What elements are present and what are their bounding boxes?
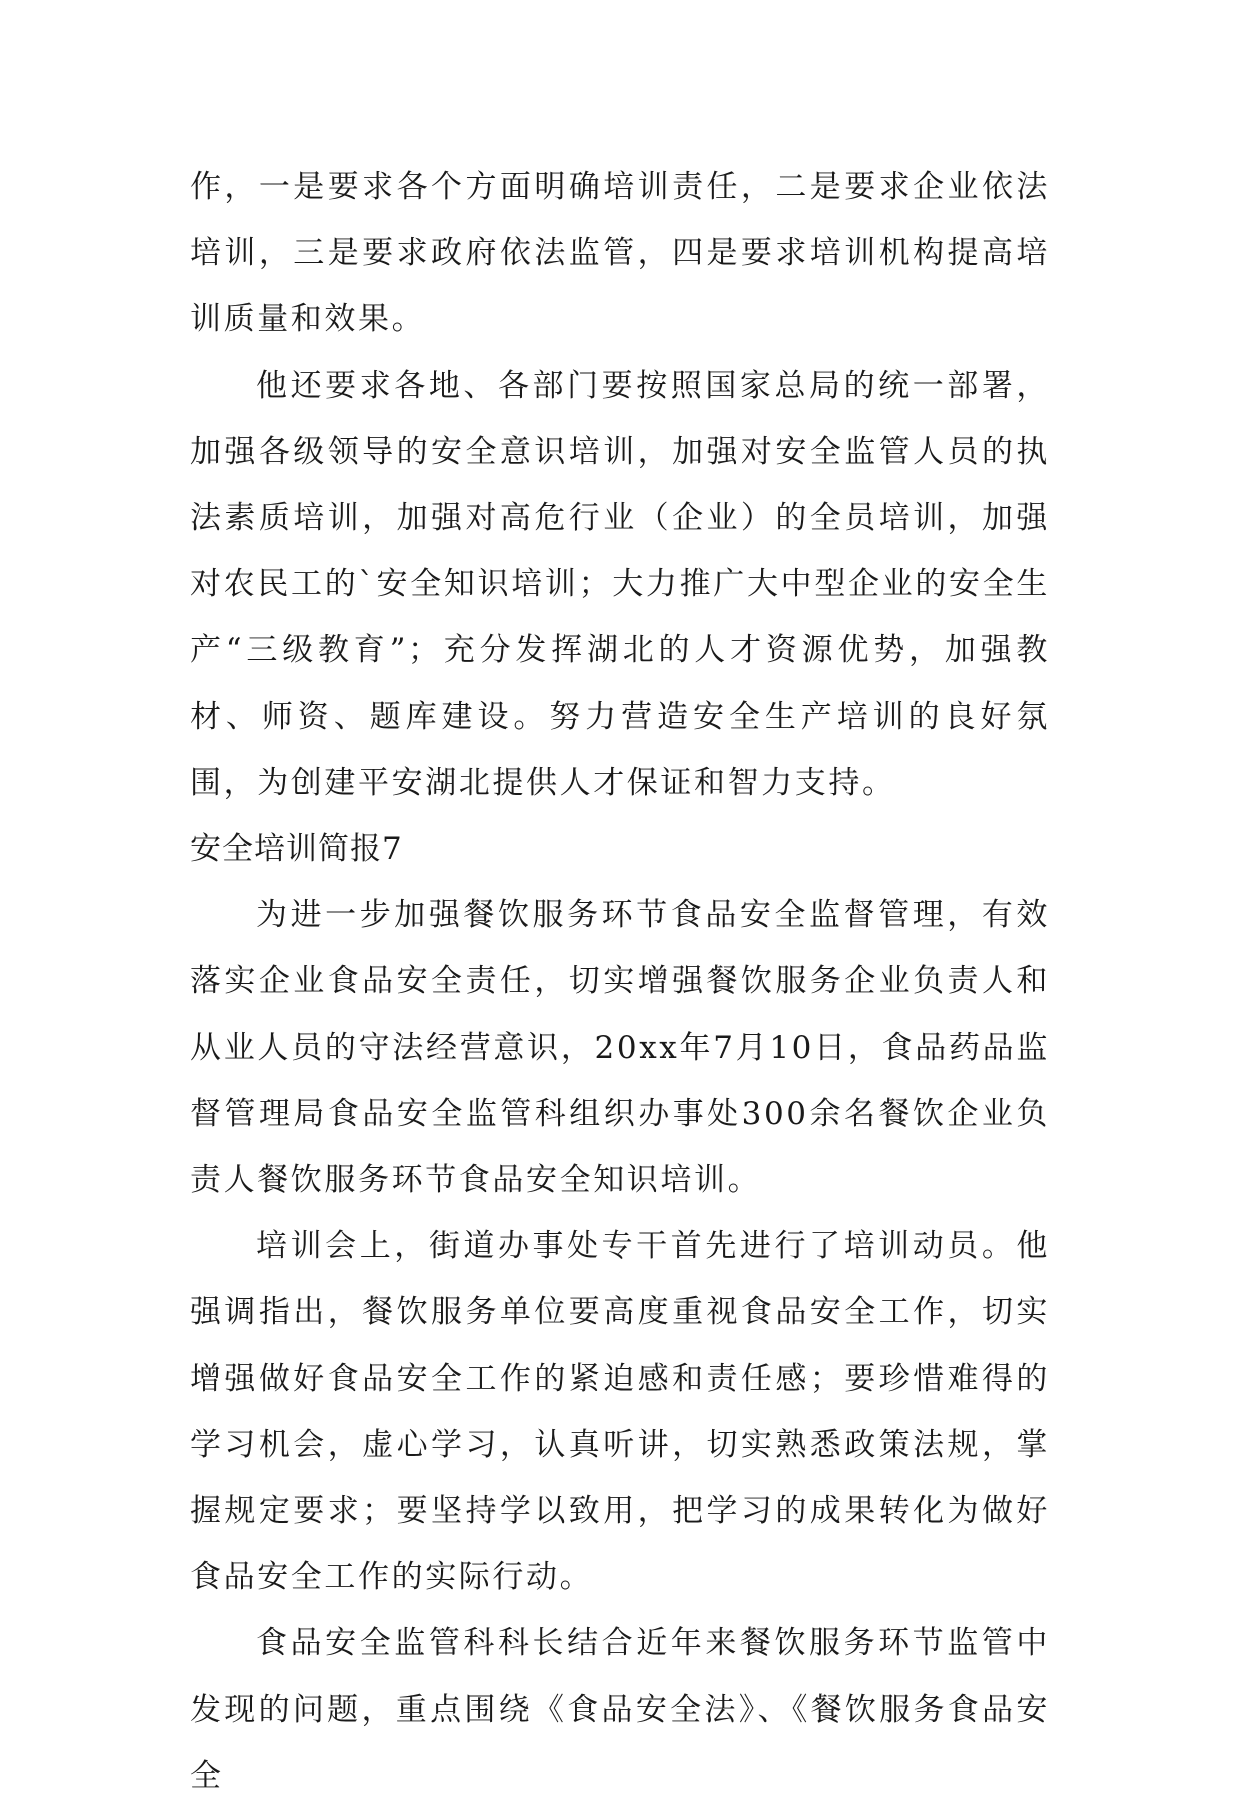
document-body <box>190 154 1050 1809</box>
section-heading: 安全培训简报7 <box>190 831 403 868</box>
paragraph-training-mobilization: 培训会上，街道办事处专干首先进行了培训动员。他强调指出，餐饮服务单位要高度重视食品安全工作，切实增强做好食品安全工作的紧迫感和责任感；要珍惜难得的学习机会，虚心学习，认真听讲，切实熟悉政策法规，掌握规定要求；要坚持学以致用，把学习的成果转化为做好食品安全工作的实际行动。 <box>190 1228 1050 1596</box>
paragraph-training-requirements: 作，一是要求各个方面明确培训责任，二是要求企业依法培训，三是要求政府依法监管，四是要求培训机构提高培训质量和效果。 <box>190 169 1050 338</box>
paragraph-food-safety-training: 为进一步加强餐饮服务环节食品安全监督管理，有效落实企业食品安全责任，切实增强餐饮服务企业负责人和从业人员的守法经营意识，20xx年7月10日，食品药品监督管理局食品安全监管科组织办事处300余名餐饮企业负责人餐饮服务环节食品安全知识培训。 <box>190 897 1050 1199</box>
paragraph-chief-lecture: 食品安全监管科科长结合近年来餐饮服务环节监管中发现的问题，重点围绕《食品安全法》、《餐饮服务食品安全 <box>190 1625 1050 1794</box>
paragraph-deployment-requirements: 他还要求各地、各部门要按照国家总局的统一部署，加强各级领导的安全意识培训，加强对安全监管人员的执法素质培训，加强对高危行业（企业）的全员培训，加强对农民工的`安全知识培训；大力推广大中型企业的安全生产“三级教育”；充分发挥湖北的人才资源优势，加强教材、师资、题库建设。努力营造安全生产培训的良好氛围，为创建平安湖北提供人才保证和智力支持。 <box>190 367 1050 801</box>
